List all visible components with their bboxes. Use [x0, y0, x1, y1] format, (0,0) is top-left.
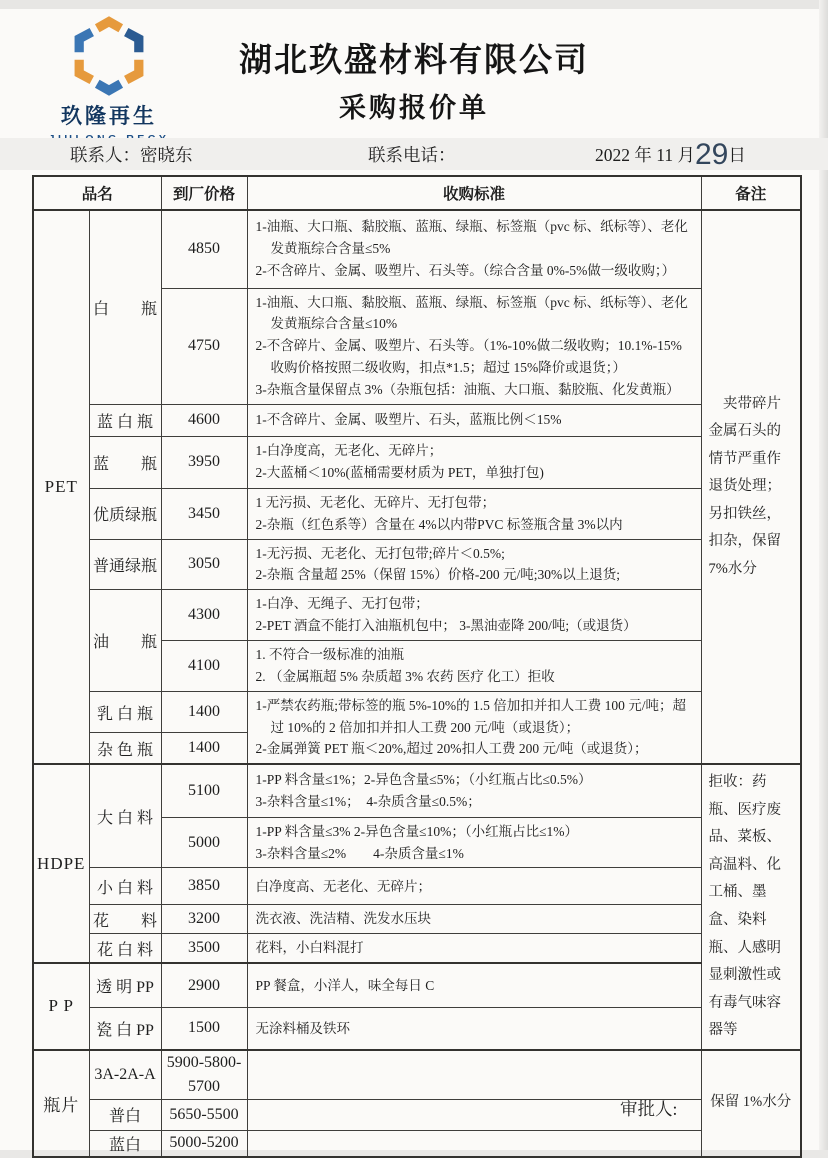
header-product-name: 品名	[33, 176, 161, 210]
product-name-cell: 普白	[89, 1099, 161, 1130]
standards-cell-empty	[247, 1050, 701, 1100]
table-row	[33, 210, 801, 288]
product-name-cell: 优质绿瓶	[89, 488, 161, 539]
price-cell: 1400	[161, 691, 247, 733]
product-name-cell: 3A-2A-A	[89, 1050, 161, 1100]
product-name-cell: 白 瓶	[89, 210, 161, 404]
price-cell: 4850	[161, 210, 247, 288]
standards-cell: 1. 不符合一级标准的油瓶 2. （金属瓶超 5% 杂质超 3% 农药 医疗 化工）拒收	[247, 640, 701, 691]
date-suffix: 日	[728, 145, 746, 165]
category-cell-pet: PET	[33, 210, 89, 764]
table-row	[33, 1130, 801, 1157]
price-cell: 5900-5800-5700	[161, 1050, 247, 1100]
table-row	[33, 1050, 801, 1100]
date-day-handwritten: 29	[694, 138, 729, 171]
table-header-row	[33, 176, 801, 210]
table-row	[33, 539, 801, 590]
product-name-cell: 普通绿瓶	[89, 539, 161, 590]
standards-cell: 1-不含碎片、金属、吸塑片、石头，蓝瓶比例＜15%	[247, 404, 701, 436]
table-row	[33, 1099, 801, 1130]
product-name-cell: 透 明 PP	[89, 963, 161, 1008]
price-cell: 5650-5500	[161, 1099, 247, 1130]
price-cell: 4750	[161, 288, 247, 404]
remarks-cell-pianpian: 保留 1%水分	[701, 1050, 801, 1157]
price-cell: 4600	[161, 404, 247, 436]
remarks-cell-pet: 夹带碎片金属石头的情节严重作退货处理； 另扣铁丝，扣杂，保留 7%水分	[701, 210, 801, 764]
table-row	[33, 764, 801, 817]
standards-cell: 无涂料桶及铁环	[247, 1008, 701, 1050]
table-row	[33, 934, 801, 963]
product-name-cell: 乳 白 瓶	[89, 691, 161, 733]
table-row	[33, 905, 801, 934]
company-title: 湖北玖盛材料有限公司	[239, 43, 589, 79]
category-cell-pianpian: 瓶片	[33, 1050, 89, 1157]
price-cell: 3200	[161, 905, 247, 934]
standards-cell: 1-无污损、无老化、无打包带;碎片＜0.5%; 2-杂瓶 含量超 25%（保留 15%）价格-200 元/吨;30%以上退货;	[247, 539, 701, 590]
price-cell: 5000-5200	[161, 1130, 247, 1157]
price-cell: 3850	[161, 868, 247, 905]
standards-cell: 1-白净度高，无老化、无碎片； 2-大蓝桶＜10%(蓝桶需要材质为 PET，单独打包)	[247, 436, 701, 488]
product-name-cell: 小 白 料	[89, 868, 161, 905]
table-row	[33, 590, 801, 641]
price-cell: 3500	[161, 934, 247, 963]
category-cell-hdpe: HDPE	[33, 764, 89, 963]
price-cell: 3450	[161, 488, 247, 539]
approver-label: 审批人:	[620, 1099, 678, 1119]
table-row	[33, 404, 801, 436]
scan-edge-right	[819, 0, 828, 1158]
header-remark: 备注	[701, 176, 801, 210]
scan-edge-top	[0, 0, 828, 9]
contact-row	[0, 138, 828, 170]
price-cell: 5000	[161, 817, 247, 868]
product-name-cell: 油 瓶	[89, 590, 161, 691]
document-title: 采购报价单	[339, 93, 489, 123]
table-row	[33, 488, 801, 539]
standards-cell: 花料，小白料混打	[247, 934, 701, 963]
standards-cell: PP 餐盒，小洋人，味全每日 C	[247, 963, 701, 1008]
standards-cell: 1-白净、无绳子、无打包带； 2-PET 酒盒不能打入油瓶机包中； 3-黑油壶降 200/吨;（或退货）	[247, 590, 701, 641]
phone-label: 联系电话：	[368, 145, 456, 165]
product-name-cell: 蓝 白 瓶	[89, 404, 161, 436]
logo-brand-cn: 玖隆再生	[61, 104, 157, 128]
header-standard: 收购标准	[247, 176, 701, 210]
price-cell: 3050	[161, 539, 247, 590]
contact-label: 联系人：	[70, 145, 140, 165]
table-row	[33, 963, 801, 1008]
price-cell: 4300	[161, 590, 247, 641]
table-row	[33, 868, 801, 905]
table-row	[33, 691, 801, 733]
standards-cell: 1-严禁农药瓶;带标签的瓶 5%-10%的 1.5 倍加扣并扣人工费 100 元/吨；超过 10%的 2 倍加扣并扣人工费 200 元/吨（或退货）； 2-金属弹簧 PET 瓶＜20%,超过 20%扣人工费 200 元/吨（或退货）；	[247, 691, 701, 764]
price-cell: 5100	[161, 764, 247, 817]
category-cell-pp: P P	[33, 963, 89, 1050]
standards-cell: 1 无污损、无老化、无碎片、无打包带； 2-杂瓶（红色系等）含量在 4%以内带PVC 标签瓶含量 3%以内	[247, 488, 701, 539]
product-name-cell: 花 白 料	[89, 934, 161, 963]
document-date	[595, 138, 746, 171]
product-name-cell: 杂 色 瓶	[89, 733, 161, 764]
product-name-cell: 瓷 白 PP	[89, 1008, 161, 1050]
price-cell: 4100	[161, 640, 247, 691]
contact-name: 密晓东	[140, 145, 193, 165]
date-prefix: 2022 年 11 月	[595, 145, 695, 165]
quotation-table	[32, 175, 802, 1158]
standards-cell-empty	[247, 1130, 701, 1157]
table-row	[33, 436, 801, 488]
product-name-cell: 蓝 瓶	[89, 436, 161, 488]
standards-cell: 1-油瓶、大口瓶、黏胶瓶、蓝瓶、绿瓶、标签瓶（pvc 标、纸标等）、老化发黄瓶综合含量≤10% 2-不含碎片、金属、吸塑片、石头等。（1%-10%做二级收购；10.1%-15%收购价格按照二级收购，扣点*1.5；超过 15%降价或退货；） 3-杂瓶含量保留点 3%（杂瓶包括：油瓶、大口瓶、黏胶瓶、化发黄瓶）	[247, 288, 701, 404]
standards-cell: 1-PP 料含量≤3% 2-异色含量≤10%；（小红瓶占比≤1%） 3-杂料含量≤2% 4-杂质含量≤1%	[247, 817, 701, 868]
price-cell: 1400	[161, 733, 247, 764]
standards-cell: 1-PP 料含量≤1%；2-异色含量≤5%；（小红瓶占比≤0.5%） 3-杂料含量≤1%； 4-杂质含量≤0.5%；	[247, 764, 701, 817]
price-cell: 2900	[161, 963, 247, 1008]
remarks-cell-hdpe-pp: 拒收：药瓶、医疗废品、菜板、高温料、化工桶、墨盒、染料瓶、人感明显刺激性或有毒气味容器等	[701, 764, 801, 1049]
table-row	[33, 1008, 801, 1050]
product-name-cell: 蓝白	[89, 1130, 161, 1157]
product-name-cell: 花 料	[89, 905, 161, 934]
standards-cell: 1-油瓶、大口瓶、黏胶瓶、蓝瓶、绿瓶、标签瓶（pvc 标、纸标等）、老化发黄瓶综合含量≤5% 2-不含碎片、金属、吸塑片、石头等。（综合含量 0%-5%做一级收购；）	[247, 210, 701, 288]
price-cell: 3950	[161, 436, 247, 488]
contact-person	[70, 142, 193, 167]
header-price: 到厂价格	[161, 176, 247, 210]
price-cell: 1500	[161, 1008, 247, 1050]
product-name-cell: 大 白 料	[89, 764, 161, 868]
standards-cell: 白净度高、无老化、无碎片；	[247, 868, 701, 905]
standards-cell: 洗衣液、洗洁精、洗发水压块	[247, 905, 701, 934]
